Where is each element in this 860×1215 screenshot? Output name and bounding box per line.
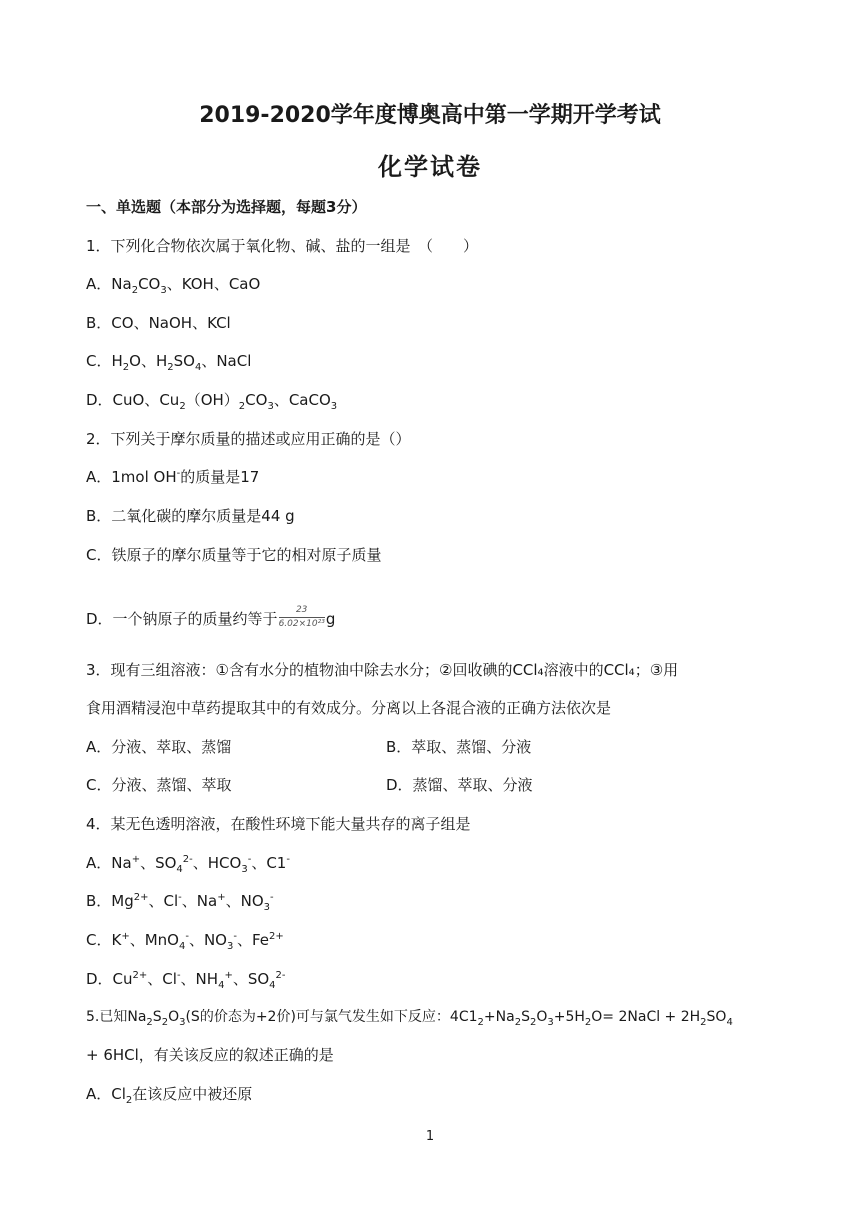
q2-stem: 2．下列关于摩尔质量的描述或应用正确的是（） <box>86 430 411 448</box>
q4-option-a: A．Na+、$SO_4^{2-}$、$HCO_3^-$、C1- <box>86 854 290 875</box>
q1-option-a: A．$Na_2CO_3$、KOH、CaO <box>86 275 261 296</box>
q5-option-a: A．$Cl_2$在该反应中被还原 <box>86 1085 253 1106</box>
q2-option-c: C．铁原子的摩尔质量等于它的相对原子质量 <box>86 546 382 564</box>
fraction-image: $\frac{23}{\text{6.02×10²³}}$ <box>278 605 325 629</box>
exam-subtitle: 化学试卷 <box>378 153 482 181</box>
q1-option-b: B．CO、NaOH、KCl <box>86 314 231 332</box>
exam-title: 2019-2020学年度博奥高中第一学期开学考试 <box>199 103 661 128</box>
q3-option-c: C．分液、蒸馏、萃取 <box>86 776 232 794</box>
q1-option-d: D．CuO、$Cu_2(OH)_2CO_3$、CaCO$_3$ <box>86 391 338 412</box>
q1-option-c: C．$H_2O$、$H_2SO_4$、NaCl <box>86 352 252 373</box>
q5-stem-line2: + 6HCl，有关该反应的叙述正确的是 <box>86 1046 334 1064</box>
q3-stem-line1: 3．现有三组溶液：①含有水分的植物油中除去水分；②回收碘的CCl₄溶液中的CCl₄；③用 <box>86 661 679 679</box>
q2-option-d: D．一个钠原子的质量约等于 $\frac{23}{\text{6.02×10²³}}$ g <box>86 605 336 629</box>
q3-option-b: B．萃取、蒸馏、分液 <box>386 738 532 756</box>
q3-stem-line2: 食用酒精浸泡中草药提取其中的有效成分。分离以上各混合液的正确方法依次是 <box>86 699 612 717</box>
section-heading: 一、单选题（本部分为选择题，每题3分） <box>86 198 367 216</box>
q2-option-b: B．二氧化碳的摩尔质量是44 g <box>86 507 295 525</box>
q4-stem: 4．某无色透明溶液，在酸性环境下能大量共存的离子组是 <box>86 815 471 833</box>
q1-stem: 1．下列化合物依次属于氧化物、碱、盐的一组是 （ ） <box>86 237 479 255</box>
q2-option-a: A．1mol OH-的质量是17 <box>86 468 260 486</box>
q5-stem-line1: 5.已知$Na_2S_2O_3(S$的价态为+2价)可与氯气发生如下反应：$4C1_2+Na_2S_2O_3+5H_2O=$ 2NaCl + $2H_2SO_4$ <box>86 1009 733 1028</box>
q4-option-d: D．$Cu^{2+}$、Cl-、$NH_4^+$、$SO_4^{2-}$ <box>86 970 286 991</box>
q3-option-a: A．分液、萃取、蒸馏 <box>86 738 232 756</box>
page-number: 1 <box>425 1129 435 1144</box>
q4-option-b: B．$Mg^{2+}$、Cl-、Na+、$NO_3^-$ <box>86 892 274 913</box>
q3-option-d: D．蒸馏、萃取、分液 <box>386 776 533 794</box>
q4-option-c: C．K+、MnO$_4$-、$NO_3^-$、$Fe^{2+}$ <box>86 931 284 952</box>
